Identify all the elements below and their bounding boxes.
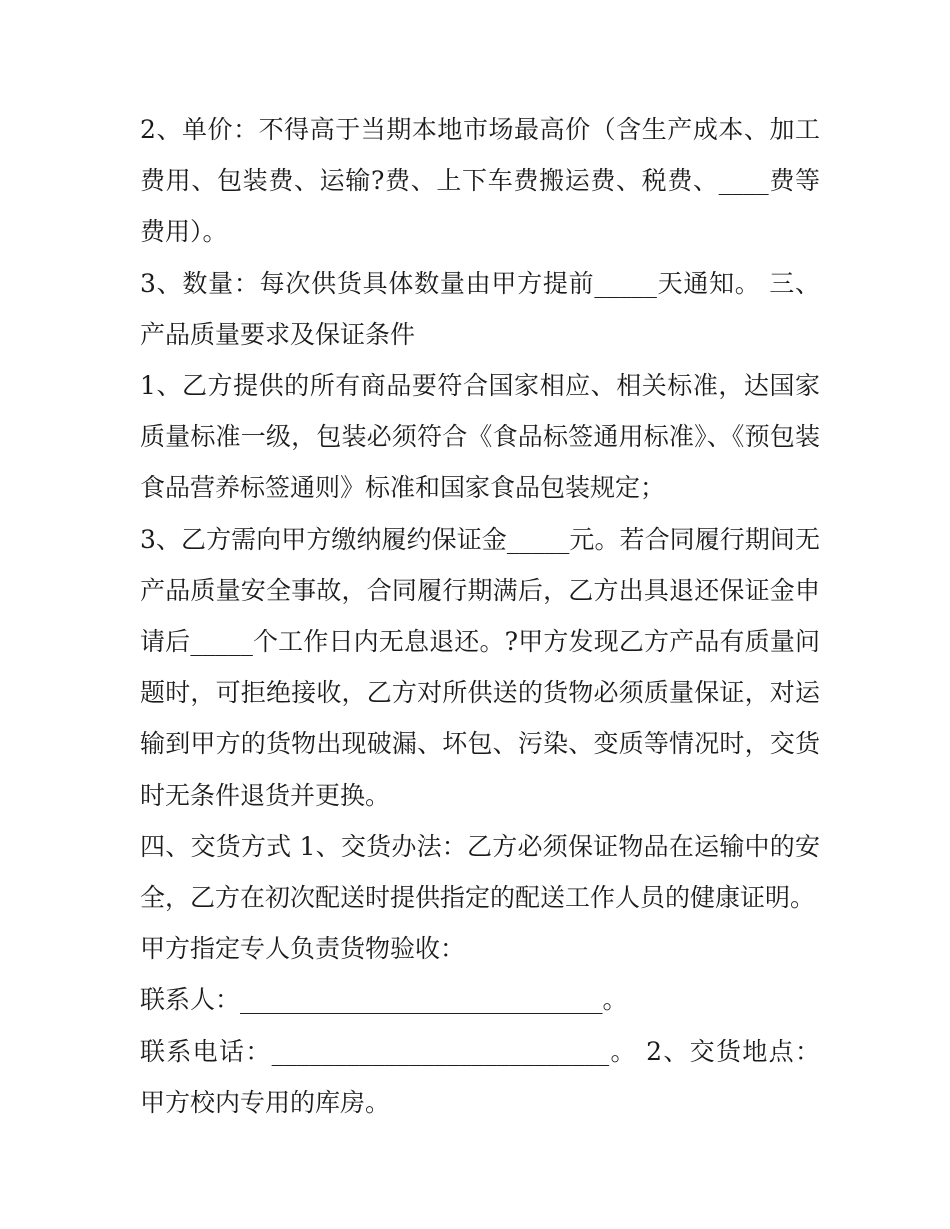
paragraph-performance-bond: 3、乙方需向甲方缴纳履约保证金_____元。若合同履行期间无产品质量安全事故，合同履行期满后，乙方出具退还保证金申请后_____个工作日内无息退还。?甲方发现乙方产品有质量问题时，可拒绝接收，乙方对所供送的货物必须质量保证，对运输到甲方的货物出现破漏、坏包、污染、变质等情况时，交货时无条件退货并更换。 [140,524,820,810]
paragraph-inspection: 甲方指定专人负责货物验收： [140,934,466,964]
paragraph-quantity: 3、数量：每次供货具体数量由甲方提前_____天通知。 三、产品质量要求及保证条件 [140,268,820,349]
paragraph-quality-standard: 1、乙方提供的所有商品要符合国家相应、相关标准，达国家质量标准一级，包装必须符合《食品标签通用标准》、《预包装食品营养标签通则》标准和国家食品包装规定； [140,371,820,503]
paragraph-contact-person: 联系人：_____________________________。 [140,985,628,1015]
paragraph-delivery-method: 四、交货方式 1、交货办法：乙方必须保证物品在运输中的安全，乙方在初次配送时提供指定的配送工作人员的健康证明。 [140,831,820,913]
paragraph-contact-phone: 联系电话：___________________________。 2、交货地点：甲方校内专用的库房。 [140,1036,820,1117]
document-body [140,104,820,1128]
paragraph-unit-price: 2、单价：不得高于当期本地市场最高价（含生产成本、加工费用、包装费、运输?费、上下车费搬运费、税费、____费等费用）。 [140,115,820,247]
